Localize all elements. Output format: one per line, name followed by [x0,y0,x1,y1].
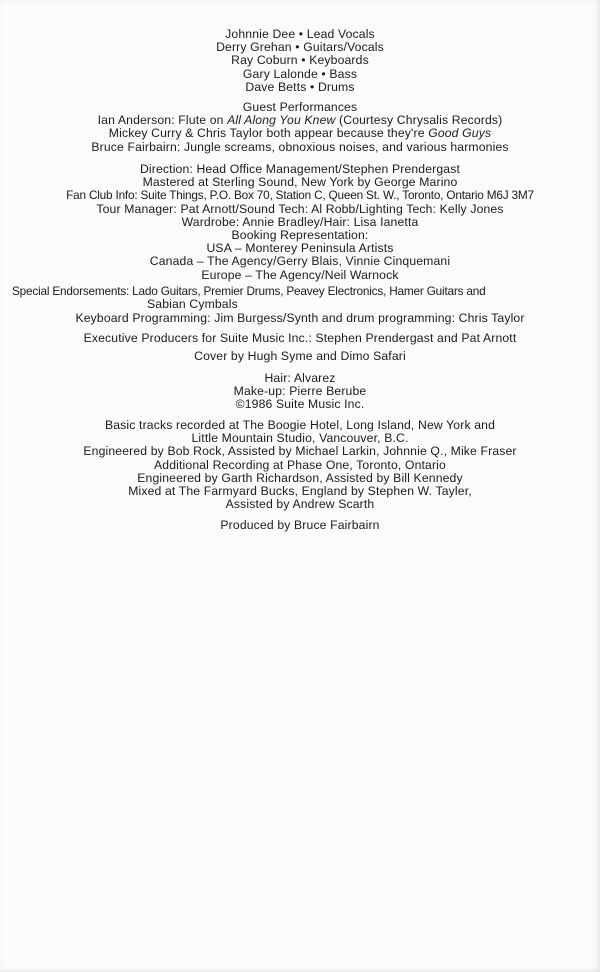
recording-line: Assisted by Andrew Scarth [225,497,375,512]
booking-europe: Europe – The Agency/Neil Warnock [201,267,399,282]
wardrobe-line: Wardrobe: Annie Bradley/Hair: Lisa Ianetta [181,214,419,229]
recording-line: Mixed at The Farmyard Bucks, England by Stephen W. Tayler, [128,484,472,499]
booking-heading: Booking Representation: [231,228,369,243]
recording-credits [0,419,600,511]
band-member-line: Gary Lalonde • Bass [242,66,358,81]
endorsements [0,285,600,311]
endorsements-line: Sabian Cymbals [147,297,238,312]
song-title: All Along You Knew [227,113,336,128]
recording-line: Engineered by Garth Richardson, Assisted by Bill Kennedy [137,470,463,485]
styling-credits [0,372,600,412]
recording-line: Basic tracks recorded at The Boogie Hotel, Long Island, New York and [104,418,496,432]
management-credits [0,163,600,282]
recording-line: Engineered by Bob Rock, Assisted by Michael Larkin, Johnnie Q., Mike Fraser [83,444,517,459]
band-member-line: Ray Coburn • Keyboards [231,53,369,68]
producer-line: Produced by Bruce Fairbairn [220,518,380,532]
guest-line-fairbairn: Bruce Fairbairn: Jungle screams, obnoxious noises, and various harmonies [91,139,509,154]
booking-canada: Canada – The Agency/Gerry Blais, Vinnie Cinquemani [149,254,451,269]
recording-line: Additional Recording at Phase One, Toronto, Ontario [154,457,446,472]
cover-credit [0,350,600,363]
mastering-line: Mastered at Sterling Sound, New York by George Marino [142,175,458,190]
guest-text: Ian Anderson: Flute on [97,113,228,128]
keyboard-programming [0,312,600,325]
fan-club-line: Fan Club Info: Suite Things, P.O. Box 70, Station C, Queen St. W., Toronto, Ontario M6J 3M7 [66,188,534,203]
guest-text: (Courtesy Chrysalis Records) [335,113,503,128]
cover-line: Cover by Hugh Syme and Dimo Safari [194,349,406,363]
hair-line: Hair: Alvarez [264,371,336,385]
guest-line-curry-taylor [0,127,600,140]
guest-heading: Guest Performances [242,100,358,114]
band-member-line: Dave Betts • Drums [245,79,355,94]
good-guys-text: Good Guys [428,126,492,141]
band-member-line: Derry Grehan • Guitars/Vocals [216,40,384,55]
band-member-line: Johnnie Dee • Lead Vocals [225,27,375,41]
copyright-line: ©1986 Suite Music Inc. [235,397,365,412]
recording-line: Little Mountain Studio, Vancouver, B.C. [191,431,409,446]
direction-line: Direction: Head Office Management/Stephen Prendergast [139,162,461,176]
tour-crew-line: Tour Manager: Pat Arnott/Sound Tech: Al Robb/Lighting Tech: Kelly Jones [96,201,504,216]
guest-performances [0,101,600,154]
endorsements-line: Special Endorsements: Lado Guitars, Premier Drums, Peavey Electronics, Hamer Guitars and [12,284,486,298]
guest-text: Mickey Curry & Chris Taylor both appear because they're [108,126,429,141]
producer-credit [0,519,600,532]
makeup-line: Make-up: Pierre Berube [233,384,367,399]
booking-usa: USA – Monterey Peninsula Artists [206,241,394,256]
keyboard-programming-line: Keyboard Programming: Jim Burgess/Synth and drum programming: Chris Taylor [75,311,525,325]
band-members [0,28,600,94]
executive-producers-line: Executive Producers for Suite Music Inc.: Stephen Prendergast and Pat Arnott [83,331,517,345]
executive-producers [0,332,600,345]
